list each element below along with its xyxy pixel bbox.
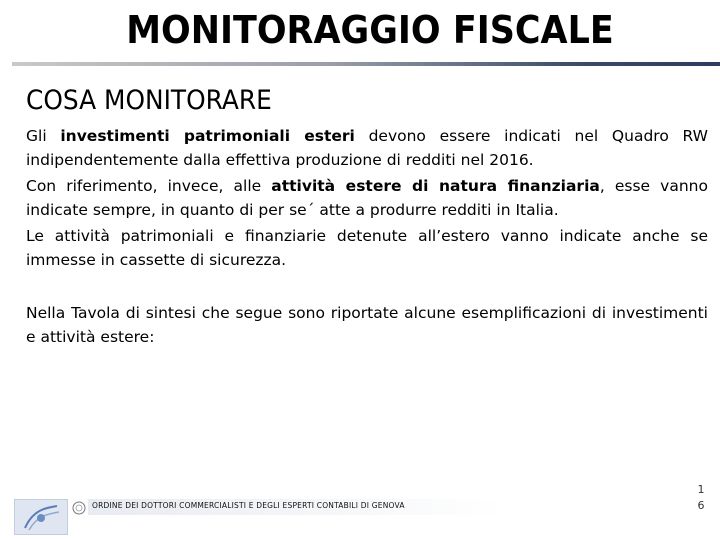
footer — [0, 495, 720, 540]
order-logo-icon — [14, 499, 68, 535]
footer-text: ORDINE DEI DOTTORI COMMERCIALISTI E DEGLI ESPERTI CONTABILI DI GENOVA — [92, 501, 405, 510]
paragraph-4: Nella Tavola di sintesi che segue sono riportate alcune esemplificazioni di investimenti e attività estere: — [26, 304, 708, 346]
slide-title: MONITORAGGIO FISCALE — [126, 8, 614, 52]
body-text — [26, 125, 708, 352]
page-number-digit-1: 1 — [697, 483, 705, 496]
title-divider — [12, 62, 720, 66]
paragraph-3: Le attività patrimoniali e finanziarie detenute all’estero vanno indicate anche se immesse in cassette di sicurezza. — [26, 227, 708, 269]
paragraph-1 — [26, 125, 708, 172]
p2-text-2: , esse vanno indicate sempre, in quanto di per se´ atte a produrre redditi in Italia. — [26, 177, 708, 219]
paragraph-2 — [26, 175, 708, 222]
p1-text-1: Gli — [26, 127, 61, 145]
seal-icon — [72, 501, 86, 515]
page-number-digit-2: 6 — [697, 499, 705, 512]
p1-text-2: devono essere indicati nel Quadro RW indipendentemente dalla effettiva produzione di redditi nel 2016. — [26, 127, 708, 169]
section-heading: COSA MONITORARE — [26, 85, 272, 116]
p1-bold: investimenti patrimoniali esteri — [60, 127, 355, 145]
p2-text-1: Con riferimento, invece, alle — [26, 177, 272, 195]
p2-bold: attività estere di natura finanziaria — [271, 177, 600, 195]
page-number — [694, 482, 708, 514]
